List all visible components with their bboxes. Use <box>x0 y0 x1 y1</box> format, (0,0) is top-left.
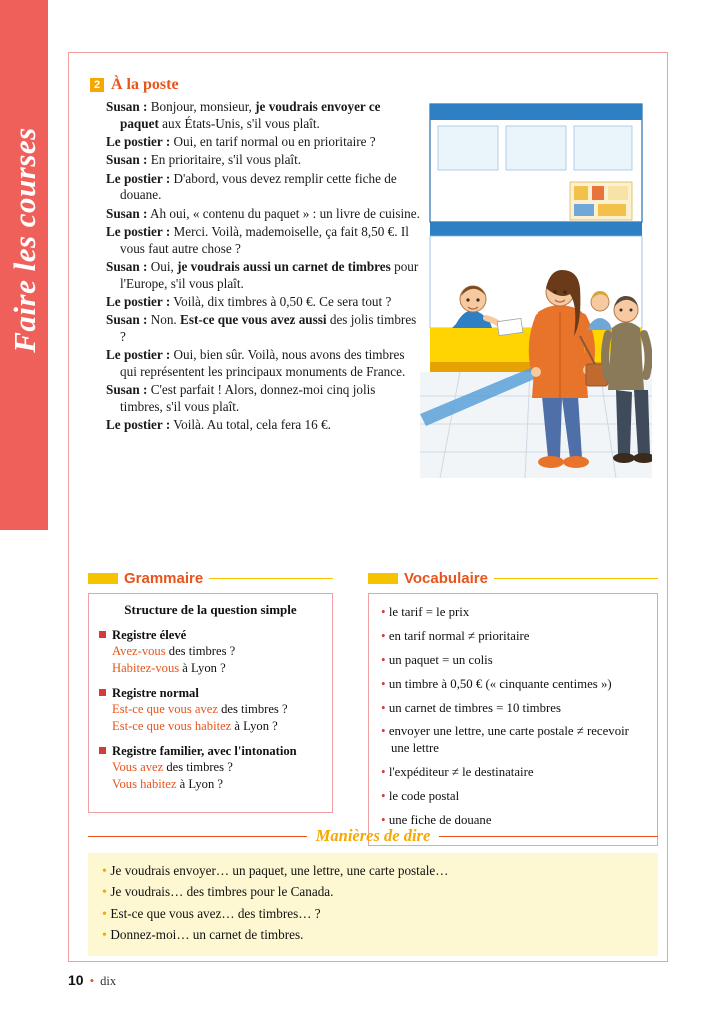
vocabulaire-item-text: un timbre à 0,50 € (« cinquante centimes ») <box>388 676 612 691</box>
vocabulaire-item <box>381 787 647 805</box>
vocabulaire-item <box>381 763 647 781</box>
dialogue-speaker: Susan : <box>106 382 148 398</box>
manieres-items <box>102 861 646 946</box>
dialogue-speaker: Le postier : <box>106 134 171 150</box>
dialogue-line <box>106 294 420 311</box>
dialogue-line <box>106 382 420 416</box>
dialogue-section <box>90 76 420 436</box>
manieres-box <box>88 853 658 956</box>
dialogue-speaker: Susan : <box>106 99 148 114</box>
bullet-dot-icon: • <box>102 927 111 943</box>
vocabulaire-item-text: le tarif = le prix <box>388 605 470 619</box>
manieres-item-text: Je voudrais envoyer… un paquet, une lettre, une carte postale… <box>110 863 449 878</box>
manieres-item <box>102 904 646 925</box>
dialogue-text: Merci. Voilà, mademoiselle, ça fait 8,50 €. Il vous faut autre chose ? <box>120 223 409 256</box>
dialogue-speaker: Susan : <box>106 205 148 221</box>
bullet-dot-icon: • <box>381 651 389 667</box>
page-number-word: dix <box>100 974 117 988</box>
vocabulaire-item <box>381 699 647 717</box>
example-highlight: Vous avez <box>112 760 164 774</box>
bullet-dot-icon: • <box>381 699 389 715</box>
bullet-dot-icon: • <box>381 627 389 643</box>
dialogue-line <box>106 206 420 223</box>
example-highlight: Est-ce que vous avez <box>112 702 218 716</box>
manieres-de-dire-block <box>88 826 658 956</box>
exercise-header <box>90 76 420 94</box>
register-label: Registre familier, avec l'intonation <box>112 744 297 758</box>
bullet-dot-icon: • <box>381 788 389 804</box>
dialogue-text: Voilà. Au total, cela fera 16 €. <box>170 417 331 433</box>
dialogue-text: Oui, en tarif normal ou en prioritaire ? <box>170 134 376 150</box>
register-title-row <box>99 744 322 759</box>
register-example <box>112 643 322 660</box>
bullet-dot-icon: • <box>381 675 389 691</box>
exercise-number: 2 <box>90 78 104 92</box>
manieres-item <box>102 882 646 903</box>
example-rest: des timbres ? <box>163 760 233 774</box>
dialogue-text-emphasis: je voudrais envoyer ce paquet <box>120 99 381 131</box>
register-example <box>112 776 322 793</box>
manieres-item <box>102 925 646 946</box>
dialogue-text: pour l'Europe, s'il vous plaît. <box>120 258 419 291</box>
dialogue-line <box>106 152 420 169</box>
page-number: 10 <box>68 972 84 988</box>
dialogue-text: Oui, <box>147 258 178 274</box>
manieres-item-text: Donnez-moi… un carnet de timbres. <box>110 926 304 942</box>
example-rest: à Lyon ? <box>179 661 226 675</box>
dialogue-text: Non. <box>147 312 181 328</box>
dialogue-speaker: Susan : <box>106 152 148 168</box>
example-highlight: Est-ce que vous habitez <box>112 719 232 733</box>
footer-dot-icon: • <box>89 973 95 988</box>
dialogue-speaker: Le postier : <box>106 347 171 363</box>
manieres-item <box>102 861 646 882</box>
grammaire-block <box>88 570 333 813</box>
exercise-title: À la poste <box>111 76 179 93</box>
chapter-title: Faire les courses <box>7 127 42 353</box>
dialogue-line <box>106 224 420 258</box>
example-rest: à Lyon ? <box>176 777 223 791</box>
vocabulaire-item-text: le code postal <box>388 789 460 804</box>
vocabulaire-box <box>368 593 658 846</box>
register-example <box>112 701 322 718</box>
bullet-dot-icon: • <box>102 906 111 922</box>
register-example <box>112 759 322 776</box>
dialogue-text-emphasis: Est-ce que vous avez aussi <box>180 312 327 328</box>
register-group <box>99 628 322 677</box>
dialogue-line <box>106 134 420 151</box>
grammaire-title-bar <box>88 570 333 587</box>
bullet-square-icon <box>99 747 106 754</box>
dialogue-speaker: Le postier : <box>106 417 171 433</box>
dialogue-text: Oui, bien sûr. Voilà, nous avons des timbres qui représentent les principaux monuments de France. <box>120 347 406 379</box>
manieres-rule-left <box>88 836 307 837</box>
register-examples <box>112 701 322 735</box>
manieres-title: Manières de dire <box>315 826 431 845</box>
dialogue-speaker: Susan : <box>106 312 148 328</box>
bullet-dot-icon: • <box>381 604 389 619</box>
register-label: Registre normal <box>112 686 199 700</box>
manieres-item-text: Est-ce que vous avez… des timbres… ? <box>110 905 321 921</box>
chapter-side-tab <box>0 0 48 530</box>
dialogue-text: Voilà, dix timbres à 0,50 €. Ce sera tout ? <box>170 293 392 309</box>
bullet-square-icon <box>99 689 106 696</box>
grammaire-swatch-icon <box>88 573 118 584</box>
register-example <box>112 718 322 735</box>
example-highlight: Avez-vous <box>112 644 166 658</box>
bullet-dot-icon: • <box>381 723 389 739</box>
dialogue-speaker: Le postier : <box>106 293 171 309</box>
vocabulaire-block <box>368 570 658 846</box>
dialogue-line <box>106 171 420 205</box>
grammaire-groups <box>99 628 322 793</box>
bullet-dot-icon: • <box>102 885 111 901</box>
example-rest: des timbres ? <box>165 644 236 658</box>
register-group <box>99 744 322 793</box>
vocabulaire-item-text: une fiche de douane <box>388 813 492 828</box>
dialogue-text: Ah oui, « contenu du paquet » : un livre de cuisine. <box>147 205 420 221</box>
dialogue-text: En prioritaire, s'il vous plaît. <box>147 152 302 168</box>
post-office-illustration <box>420 96 652 478</box>
vocabulaire-item-text: en tarif normal ≠ prioritaire <box>388 628 530 643</box>
grammaire-box <box>88 593 333 813</box>
page-footer <box>68 972 116 989</box>
vocabulaire-item-text: un carnet de timbres = 10 timbres <box>388 700 561 715</box>
register-title-row <box>99 686 322 701</box>
vocabulaire-title: Vocabulaire <box>404 570 488 587</box>
dialogue-lines <box>106 99 420 434</box>
vocabulaire-title-bar <box>368 570 658 587</box>
vocabulaire-item-text: envoyer une lettre, une carte postale ≠ recevoir une lettre <box>388 724 629 756</box>
vocabulaire-item <box>381 627 647 645</box>
vocabulaire-swatch-icon <box>368 573 398 584</box>
grammaire-title: Grammaire <box>124 570 204 587</box>
manieres-title-bar <box>88 826 658 846</box>
dialogue-line <box>106 259 420 293</box>
dialogue-line <box>106 347 420 381</box>
dialogue-speaker: Le postier : <box>106 223 171 239</box>
dialogue-line <box>106 417 420 434</box>
bullet-dot-icon: • <box>102 864 111 879</box>
vocabulaire-item <box>381 675 647 693</box>
vocabulaire-item <box>381 651 647 669</box>
manieres-item-text: Je voudrais… des timbres pour le Canada. <box>110 884 334 900</box>
register-title-row <box>99 628 322 643</box>
bullet-square-icon <box>99 631 106 638</box>
dialogue-text: aux États-Unis, s'il vous plaît. <box>158 115 320 131</box>
dialogue-line <box>106 312 420 346</box>
dialogue-line <box>106 99 420 133</box>
example-highlight: Habitez-vous <box>112 661 180 675</box>
dialogue-speaker: Le postier : <box>106 170 171 186</box>
bullet-dot-icon: • <box>381 764 389 780</box>
dialogue-text: des jolis timbres ? <box>120 312 417 344</box>
dialogue-text: C'est parfait ! Alors, donnez-moi cinq jolis timbres, s'il vous plaît. <box>120 382 376 415</box>
vocabulaire-item-text: l'expéditeur ≠ le destinataire <box>388 765 534 780</box>
register-examples <box>112 759 322 793</box>
manieres-rule-right <box>439 836 658 837</box>
dialogue-speaker: Susan : <box>106 258 148 274</box>
register-group <box>99 686 322 735</box>
vocabulaire-item-text: un paquet = un colis <box>388 652 493 667</box>
grammaire-rule <box>209 578 333 579</box>
register-example <box>112 660 322 677</box>
vocabulaire-item <box>381 722 647 757</box>
bullet-dot-icon: • <box>381 812 389 828</box>
example-highlight: Vous habitez <box>112 777 177 791</box>
grammaire-heading: Structure de la question simple <box>124 602 297 617</box>
register-examples <box>112 643 322 677</box>
vocabulaire-rule <box>494 578 658 579</box>
register-label: Registre élevé <box>112 628 187 642</box>
example-rest: des timbres ? <box>217 702 288 716</box>
vocabulaire-items <box>381 603 647 829</box>
dialogue-text-emphasis: je voudrais aussi un carnet de timbres <box>177 258 391 274</box>
example-rest: à Lyon ? <box>231 719 278 733</box>
dialogue-text: Bonjour, monsieur, <box>147 99 256 114</box>
vocabulaire-item <box>381 603 647 621</box>
dialogue-text: D'abord, vous devez remplir cette fiche de douane. <box>120 170 397 203</box>
